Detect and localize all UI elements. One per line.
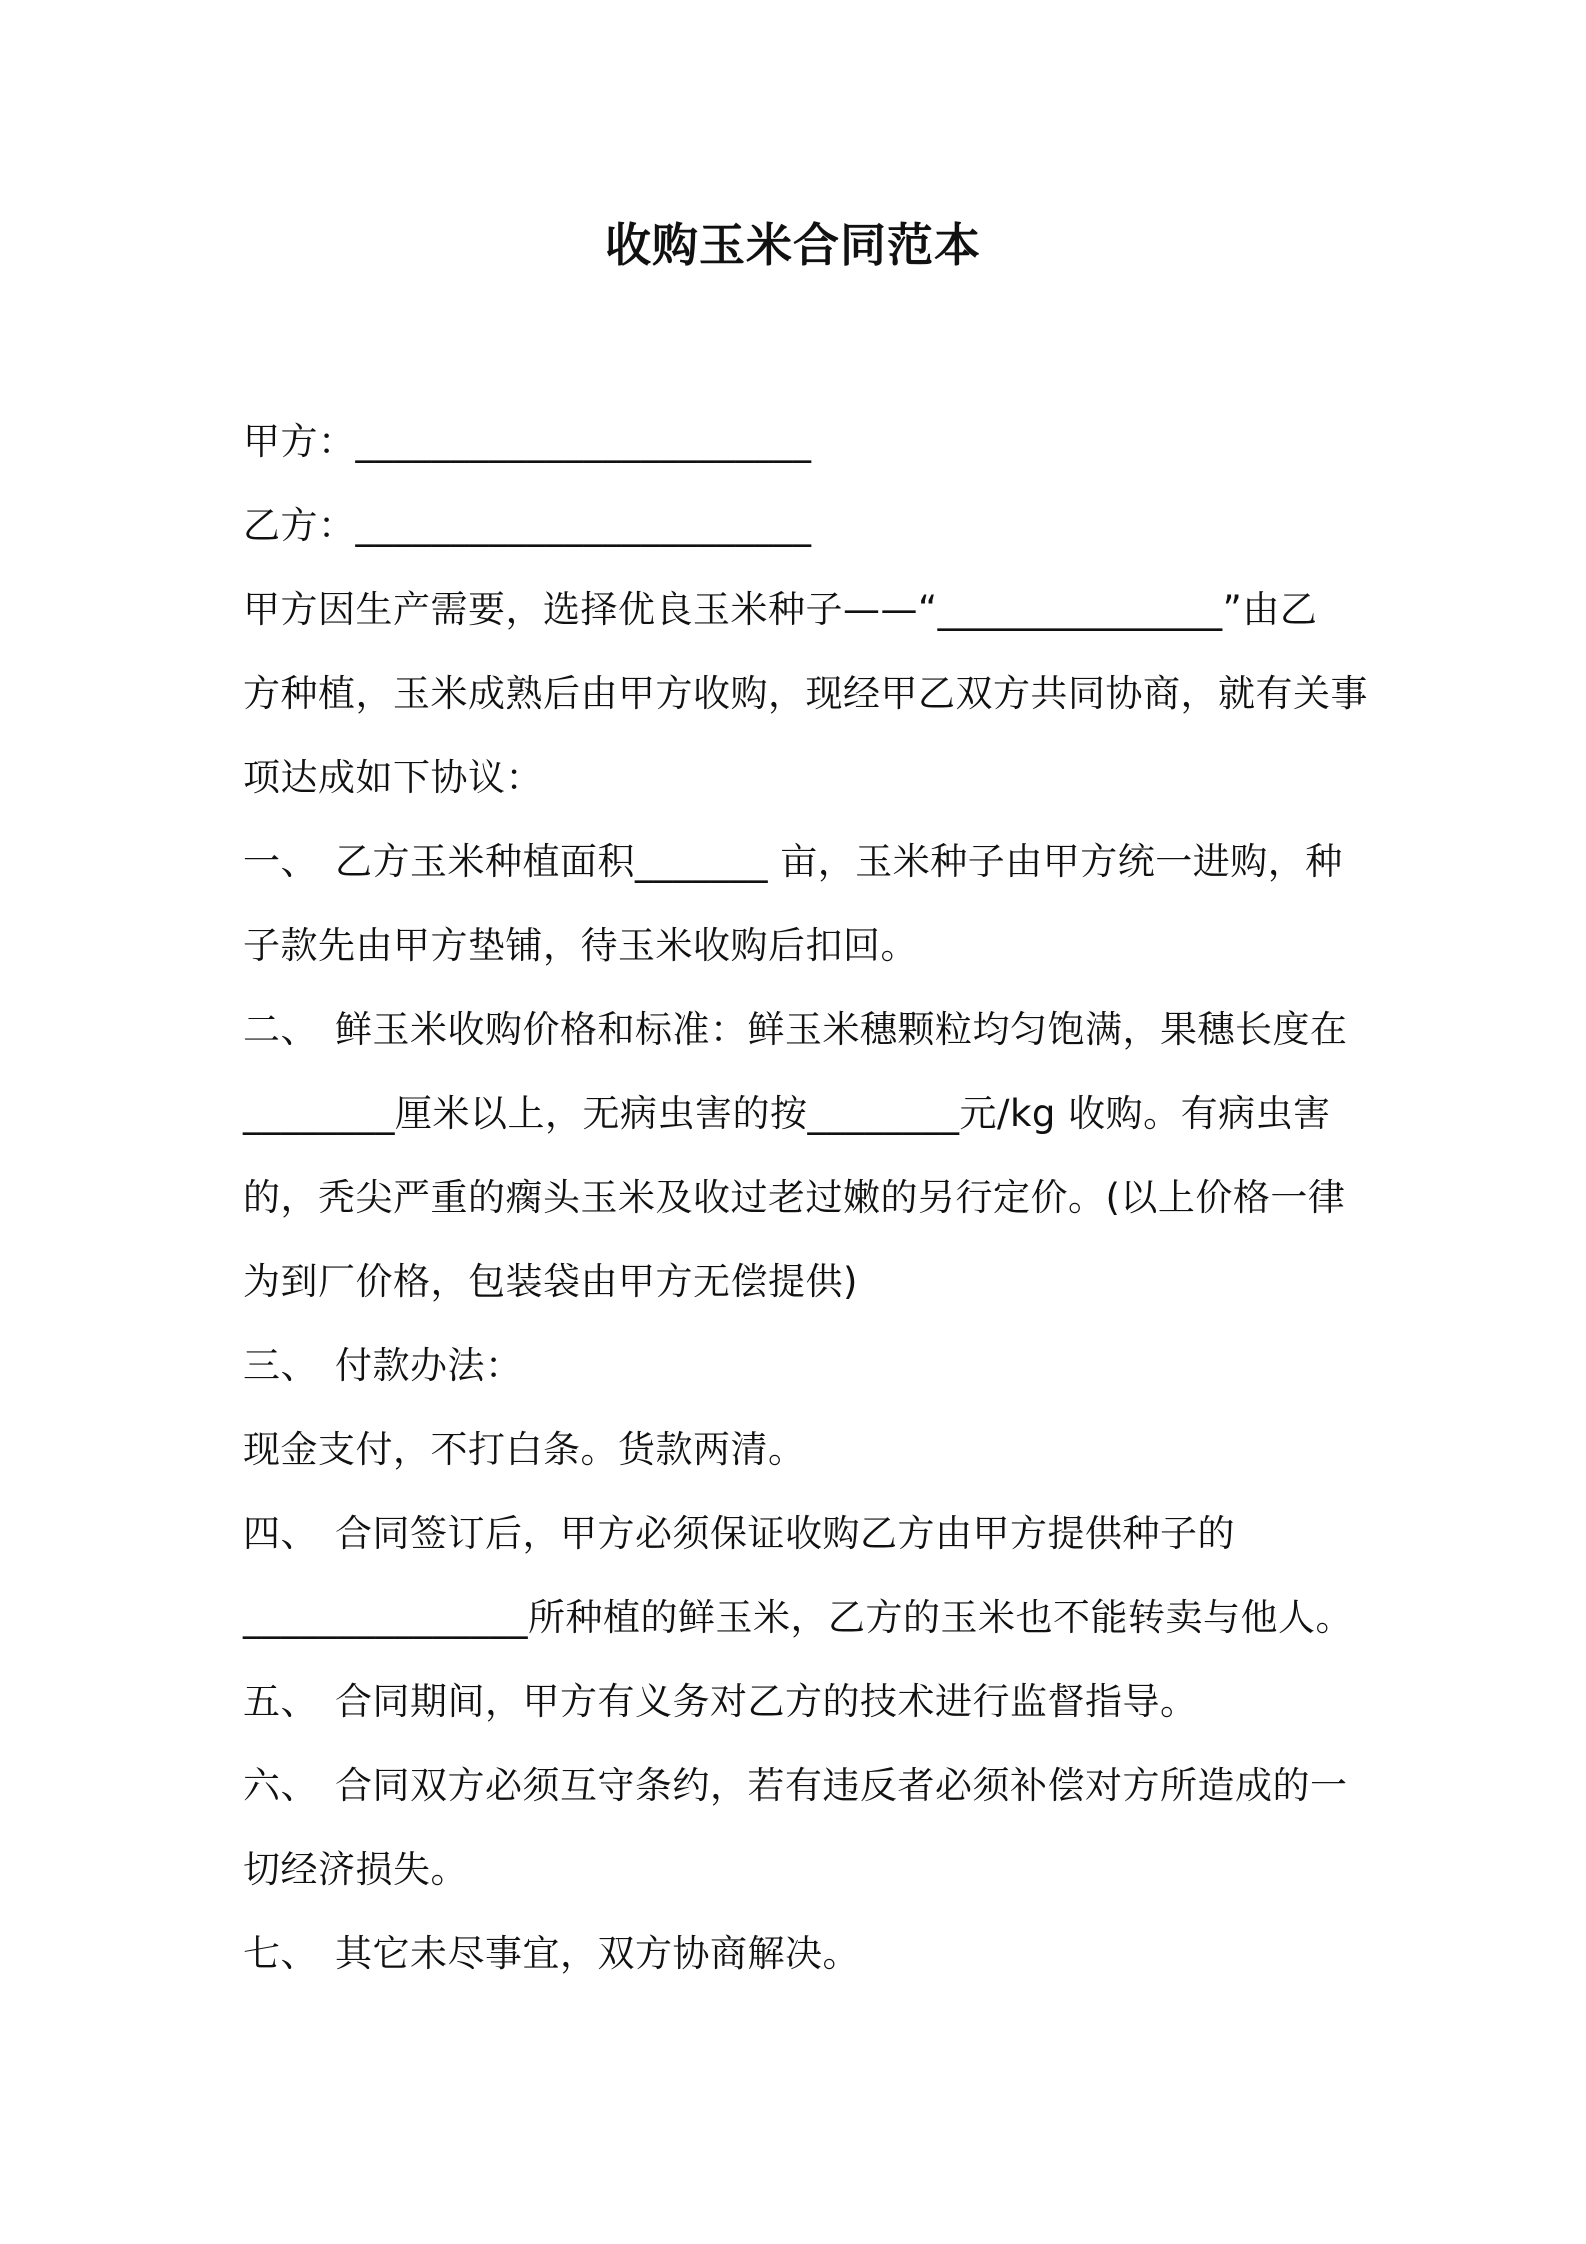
clause-1-line-1 (243, 820, 1348, 904)
party-b-line: 乙方：________________________ (243, 504, 812, 547)
intro-line-3: 项达成如下协议： (243, 756, 543, 799)
clause-number: 一、 (243, 840, 318, 883)
clause-number: 三、 (243, 1344, 318, 1387)
clause-text: 合同签订后，甲方必须保证收购乙方由甲方提供种子的 (335, 1512, 1235, 1555)
clause-1-line-2: 子款先由甲方垫铺，待玉米收购后扣回。 (243, 924, 918, 967)
clause-number: 六、 (243, 1764, 318, 1807)
clause-2-line-3: 的，秃尖严重的瘸头玉米及收过老过嫩的另行定价。(以上价格一律 (243, 1176, 1346, 1219)
clause-text: 合同期间，甲方有义务对乙方的技术进行监督指导。 (335, 1680, 1198, 1723)
contract-body (243, 400, 1368, 1996)
clause-text: 合同双方必须互守条约，若有违反者必须补偿对方所造成的一 (335, 1764, 1348, 1807)
clause-7-line-1 (243, 1912, 1348, 1996)
clause-2-line-2: ________厘米以上，无病虫害的按________元/kg 收购。有病虫害 (243, 1092, 1331, 1135)
intro-line-1: 甲方因生产需要，选择优良玉米种子——“_______________”由乙 (243, 588, 1318, 631)
clause-6-line-1 (243, 1744, 1348, 1828)
clause-text: 鲜玉米收购价格和标准：鲜玉米穗颗粒均匀饱满，果穗长度在 (335, 1008, 1348, 1051)
page-title: 收购玉米合同范本 (605, 218, 981, 272)
clause-number: 五、 (243, 1680, 318, 1723)
clause-2-line-4: 为到厂价格，包装袋由甲方无偿提供) (243, 1260, 858, 1303)
clause-3-line-1 (243, 1324, 1348, 1408)
clause-text: 其它未尽事宜，双方协商解决。 (335, 1932, 860, 1975)
clause-6-line-2: 切经济损失。 (243, 1848, 468, 1891)
clause-4-line-2: _______________所种植的鲜玉米，乙方的玉米也不能转卖与他人。 (243, 1596, 1353, 1639)
clause-4-line-1 (243, 1492, 1348, 1576)
clause-2-line-1 (243, 988, 1348, 1072)
clause-5-line-1 (243, 1660, 1348, 1744)
clause-3-line-2: 现金支付，不打白条。货款两清。 (243, 1428, 806, 1471)
clause-text: 付款办法： (335, 1344, 523, 1387)
clause-number: 七、 (243, 1932, 318, 1975)
clause-number: 四、 (243, 1512, 318, 1555)
intro-line-2: 方种植，玉米成熟后由甲方收购，现经甲乙双方共同协商，就有关事 (243, 672, 1368, 715)
clause-text: 乙方玉米种植面积_______ 亩，玉米种子由甲方统一进购，种 (335, 840, 1343, 883)
clause-number: 二、 (243, 1008, 318, 1051)
party-a-line: 甲方：________________________ (243, 420, 812, 463)
